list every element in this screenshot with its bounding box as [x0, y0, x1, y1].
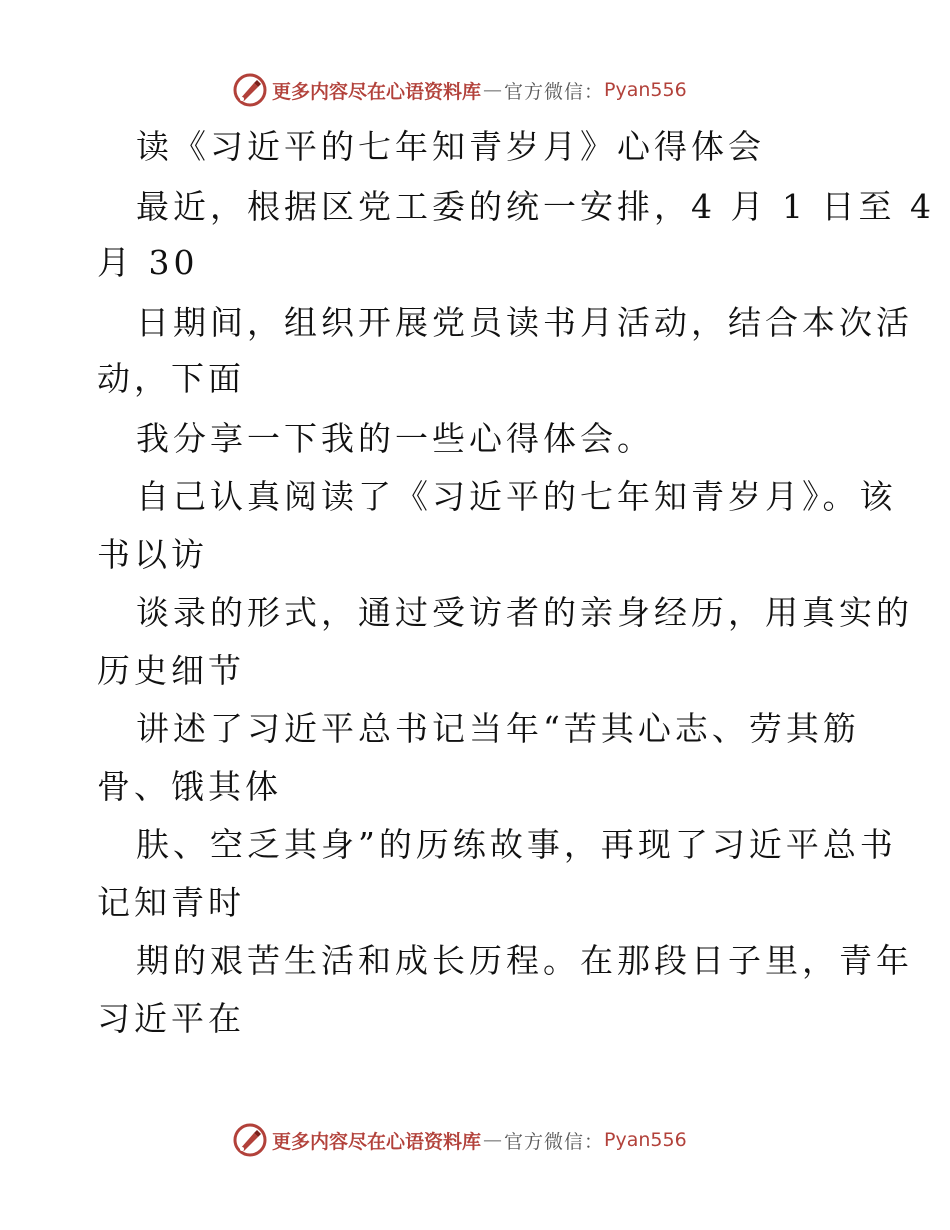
document-title: 读《习近平的七年知青岁月》心得体会	[136, 127, 765, 166]
banner-separator: —	[483, 79, 503, 101]
paragraph-line: 动，下面	[97, 359, 245, 398]
banner-wechat-id: Pyan556	[604, 1129, 687, 1151]
paragraph-line: 肤、空乏其身”的历练故事，再现了习近平总书	[136, 825, 897, 864]
paragraph-line: 期的艰苦生活和成长历程。在那段日子里，青年	[136, 941, 913, 980]
paragraph-line: 月 30	[97, 243, 199, 282]
banner-brand-text: 更多内容尽在心语资料库	[272, 1130, 482, 1153]
paragraph-line: 自己认真阅读了《习近平的七年知青岁月》。该	[136, 477, 897, 516]
banner-official-label: 官方微信：	[504, 80, 605, 103]
footer-banner	[232, 1120, 752, 1160]
paragraph-line: 讲述了习近平总书记当年“苦其心志、劳其筋	[136, 709, 860, 748]
banner-brand-text: 更多内容尽在心语资料库	[272, 80, 482, 103]
paragraph-line: 历史细节	[97, 651, 245, 690]
paragraph-line: 谈录的形式，通过受访者的亲身经历，用真实的	[136, 593, 913, 632]
paragraph-line: 习近平在	[97, 999, 245, 1038]
header-banner	[232, 70, 752, 110]
paragraph-line: 日期间，组织开展党员读书月活动，结合本次活	[136, 303, 913, 342]
banner-wechat-id: Pyan556	[604, 79, 687, 101]
paragraph-line: 书以访	[97, 535, 208, 574]
banner-separator: —	[483, 1129, 503, 1151]
paragraph-line: 最近，根据区党工委的统一安排，4 月 1 日至 4	[136, 187, 935, 226]
banner-official-label: 官方微信：	[504, 1130, 605, 1153]
paragraph-line: 我分享一下我的一些心得体会。	[136, 419, 654, 458]
paragraph-line: 记知青时	[97, 883, 245, 922]
paragraph-line: 骨、饿其体	[97, 767, 282, 806]
pen-logo-icon	[232, 1122, 268, 1158]
pen-logo-icon	[232, 72, 268, 108]
